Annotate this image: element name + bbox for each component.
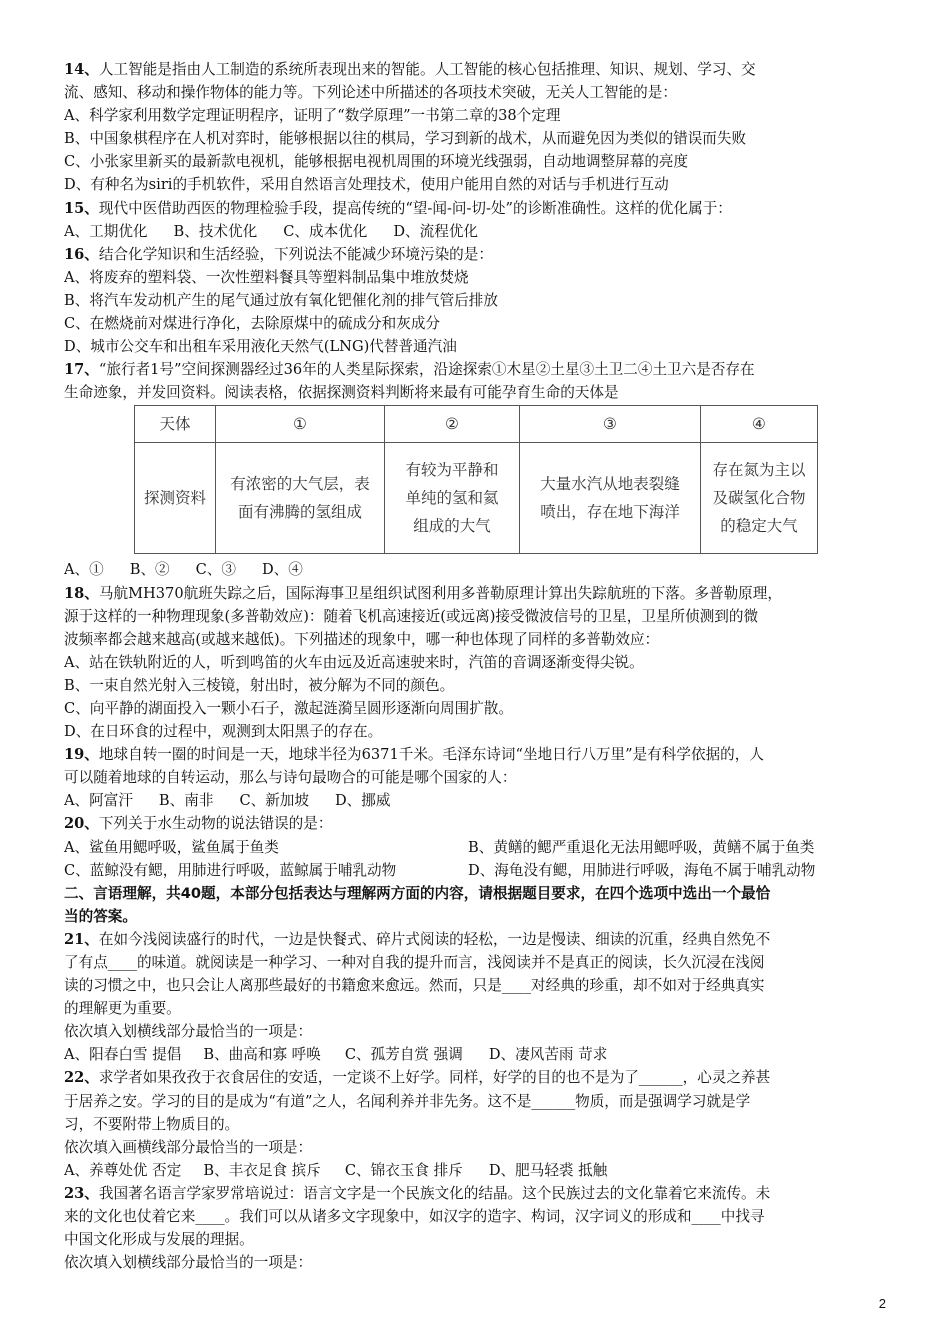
q20-option: D、海龟没有鳃，用肺进行呼吸，海龟不属于哺乳动物 [468, 861, 816, 879]
text-line [64, 127, 890, 150]
line-text: D、在日环食的过程中，观测到太阳黑子的存在。 [64, 723, 383, 741]
text-line [64, 605, 890, 628]
line-text: A、将废弃的塑料袋、一次性塑料餐具等塑料制品集中堆放焚烧 [64, 268, 469, 286]
q15-option: A、工期优化 [64, 222, 148, 240]
question-number: 23、 [64, 1184, 99, 1202]
line-text: 了有点____的味道。就阅读是一种学习、一种对自我的提升而言，浅阅读并不是真正的阅读，长久沉浸在浅阅 [64, 954, 765, 971]
questions-18-19 [64, 582, 890, 790]
line-text: 源于这样的一种物理现象(多普勒效应)：随着飞机高速接近(或远离)接受微波信号的卫星，卫星所侦测到的微 [64, 607, 759, 625]
question-stem-line [64, 928, 890, 951]
line-text: 地球自转一圈的时间是一天，地球半径为6371千米。毛泽东诗词“坐地日行八万里”是有科学依据的，人 [98, 746, 764, 764]
question-number: 17、 [64, 361, 99, 379]
text-line [64, 104, 890, 127]
line-text: 依次填入画横线部分最恰当的一项是： [64, 1138, 313, 1156]
probe-table [134, 405, 818, 554]
q19-option: B、南非 [158, 792, 214, 810]
table-cell: 有较为平静和 单纯的氢和氦 组成的大气 [385, 443, 520, 554]
line-text: 的理解更为重要。 [64, 1000, 181, 1018]
text-line [64, 951, 890, 974]
q15-option: C、成本优化 [283, 222, 368, 240]
question-stem-line [64, 743, 890, 766]
question-stem-line [64, 1182, 890, 1205]
text-line [64, 312, 890, 335]
line-text: 习，不要附带上物质目的。 [64, 1115, 240, 1133]
table-header-cell: 天体 [135, 406, 216, 443]
table-cell: 存在氮为主以 及碳氢化合物 的稳定大气 [701, 443, 818, 554]
q19-option: A、阿富汗 [64, 792, 133, 810]
q19-option: D、挪威 [334, 792, 391, 810]
text-line [64, 766, 890, 789]
q22-option: B、丰衣足食 摈斥 [203, 1161, 321, 1179]
table-header-cell: ③ [520, 406, 701, 443]
table-header-cell: ① [216, 406, 385, 443]
q17-options [64, 558, 890, 581]
text-line [64, 150, 890, 173]
text-line [64, 1228, 890, 1251]
question-number: 19、 [64, 746, 99, 764]
line-text: C、向平静的湖面投入一颗小石子，激起涟漪呈圆形逐渐向周围扩散。 [64, 699, 513, 717]
text-line [64, 173, 890, 196]
line-text: 依次填入划横线部分最恰当的一项是： [64, 1023, 313, 1041]
section-title: 二、言语理解，共40题，本部分包括表达与理解两方面的内容，请根据题目要求，在四个选项中选出一个最恰 [64, 884, 771, 902]
line-text: 生命迹象，并发回资料。阅读表格，依据探测资料判断将来最有可能孕育生命的天体是 [64, 384, 619, 402]
text-line [64, 381, 890, 404]
question-number: 16、 [64, 245, 99, 263]
line-text: 求学者如果孜孜于衣食居住的安适，一定谈不上好学。同样，好学的目的也不是为了______，心灵之养甚 [98, 1069, 771, 1087]
q22-option: C、锦衣玉食 排斥 [344, 1161, 463, 1179]
question-number: 15、 [64, 199, 99, 217]
q15-options [64, 220, 890, 243]
table-header-cell: ② [385, 406, 520, 443]
q19-option: C、新加坡 [239, 792, 309, 810]
line-text: 结合化学知识和生活经验，下列说法不能减少环境污染的是： [98, 245, 493, 263]
q19-options [64, 789, 890, 812]
text-line [64, 335, 890, 358]
text-line [64, 1136, 890, 1159]
text-line [64, 266, 890, 289]
line-text: 可以随着地球的自转运动，那么与诗句最吻合的可能是哪个国家的人： [64, 769, 517, 787]
q20-option: B、黄鳝的鳃严重退化无法用鳃呼吸，黄鳝不属于鱼类 [468, 838, 815, 856]
text-line [64, 1251, 890, 1274]
q17-option: C、③ [195, 561, 237, 579]
line-text: D、城市公交车和出租车采用液化天然气(LNG)代替普通汽油 [64, 338, 457, 356]
line-text: 读的习惯之中，也只会让人离那些最好的书籍愈来愈远。然而，只是____对经典的珍重，却不如对于经典真实 [64, 977, 765, 995]
question-stem-line [64, 582, 890, 605]
question-stem-line [64, 58, 890, 81]
question-21 [64, 928, 890, 1043]
question-number: 18、 [64, 584, 99, 602]
text-line [64, 697, 890, 720]
q21-option: A、阳春白雪 提倡 [64, 1046, 182, 1064]
question-number: 14、 [64, 61, 99, 78]
question-stem-line [64, 197, 890, 220]
text-line [64, 651, 890, 674]
line-text: 流、感知、移动和操作物体的能力等。下列论述中所描述的各项技术突破，无关人工智能的是： [64, 84, 677, 102]
table-cell: 有浓密的大气层，表 面有沸腾的氢组成 [216, 443, 385, 554]
question-23 [64, 1182, 890, 1274]
text-line [64, 997, 890, 1020]
questions-14-15 [64, 58, 890, 220]
text-line [64, 1205, 890, 1228]
q20-options-row [64, 859, 890, 882]
q17-option: B、② [129, 561, 170, 579]
line-text: 在如今浅阅读盛行的时代，一边是快餐式、碎片式阅读的轻松，一边是慢读、细读的沉重，经典自然免不 [98, 930, 771, 948]
question-number: 21、 [64, 930, 99, 948]
question-stem-line [64, 358, 890, 381]
line-text: B、将汽车发动机产生的尾气通过放有氧化钯催化剂的排气管后排放 [64, 291, 498, 309]
exam-page [64, 58, 890, 1274]
line-text: 人工智能是指由人工制造的系统所表现出来的智能。人工智能的核心包括推理、知识、规划、学习、交 [98, 61, 756, 78]
line-text: 依次填入划横线部分最恰当的一项是： [64, 1254, 313, 1272]
table-header-cell: ④ [701, 406, 818, 443]
line-text: “旅行者1号”空间探测器经过36年的人类星际探索，沿途探索①木星②土星③土卫二④土卫六是否存在 [98, 361, 755, 379]
section-title: 当的答案。 [64, 907, 137, 925]
question-stem-line [64, 243, 890, 266]
text-line [64, 974, 890, 997]
line-text: 于居养之安。学习的目的是成为“有道”之人，名闻利养并非先务。这不是______物质，而是强调学习就是学 [64, 1092, 751, 1110]
text-line [64, 289, 890, 312]
q15-option: D、流程优化 [393, 222, 479, 240]
line-text: 我国著名语言学家罗常培说过：语言文字是一个民族文化的结晶。这个民族过去的文化靠着它来流传。未 [98, 1184, 771, 1202]
line-text: 来的文化也仗着它来____。我们可以从诸多文字现象中，如汉字的造字、构词，汉字词义的形成和____中找寻 [64, 1208, 765, 1226]
line-text: 波频率都会越来越高(或越来越低)。下列描述的现象中，哪一种也体现了同样的多普勒效应： [64, 630, 660, 648]
text-line [64, 1090, 890, 1113]
line-text: 中国文化形成与发展的理据。 [64, 1231, 254, 1249]
question-22 [64, 1066, 890, 1158]
q22-option: D、肥马轻裘 抵触 [488, 1161, 608, 1179]
q21-option: B、曲高和寡 呼唤 [203, 1046, 321, 1064]
text-line [64, 674, 890, 697]
text-line [64, 1020, 890, 1043]
q20-option: A、鲨鱼用鳃呼吸，鲨鱼属于鱼类 [64, 838, 279, 856]
line-text: 现代中医借助西医的物理检验手段，提高传统的“望-闻-问-切-处”的诊断准确性。这样的优化属于： [98, 199, 732, 217]
q21-option: C、孤芳自赏 强调 [344, 1046, 463, 1064]
line-text: D、有种名为siri的手机软件，采用自然语言处理技术，使用户能用自然的对话与手机进行互动 [64, 176, 669, 194]
q22-options [64, 1159, 890, 1182]
q20-stem: 20、下列关于水生动物的说法错误的是： [64, 815, 333, 833]
q15-option: B、技术优化 [173, 222, 258, 240]
question-number: 22、 [64, 1069, 99, 1087]
q17-option: A、① [64, 561, 104, 579]
questions-16-17 [64, 243, 890, 405]
question-stem-line [64, 1066, 890, 1089]
q21-options [64, 1043, 890, 1066]
q20-option: C、蓝鲸没有鳃，用肺进行呼吸，蓝鲸属于哺乳动物 [64, 861, 397, 879]
text-line [64, 720, 890, 743]
q21-option: D、凄风苦雨 苛求 [488, 1046, 608, 1064]
q20-options-row [64, 836, 890, 859]
line-text: 马航MH370航班失踪之后，国际海事卫星组织试图利用多普勒原理计算出失踪航班的下落。多普勒原理， [98, 584, 782, 602]
line-text: A、站在铁轨附近的人，听到鸣笛的火车由远及近高速驶来时，汽笛的音调逐渐变得尖锐。 [64, 653, 644, 671]
line-text: C、小张家里新买的最新款电视机，能够根据电视机周围的环境光线强弱，自动地调整屏幕的亮度 [64, 153, 689, 171]
q17-option: D、④ [262, 561, 303, 579]
table-row-label: 探测资料 [135, 443, 216, 554]
line-text: A、科学家利用数学定理证明程序，证明了“数学原理”一书第二章的38个定理 [64, 107, 561, 125]
line-text: C、在燃烧前对煤进行净化，去除原煤中的硫成分和灰成分 [64, 315, 441, 333]
text-line [64, 1113, 890, 1136]
line-text: B、一束自然光射入三棱镜，射出时，被分解为不同的颜色。 [64, 676, 455, 694]
text-line [64, 628, 890, 651]
q22-option: A、养尊处优 否定 [64, 1161, 182, 1179]
line-text: B、中国象棋程序在人机对弈时，能够根据以往的棋局，学习到新的战术，从而避免因为类似的错误而失败 [64, 130, 747, 148]
page-number: 2 [878, 1296, 886, 1311]
text-line [64, 81, 890, 104]
table-cell: 大量水汽从地表裂缝 喷出，存在地下海洋 [520, 443, 701, 554]
